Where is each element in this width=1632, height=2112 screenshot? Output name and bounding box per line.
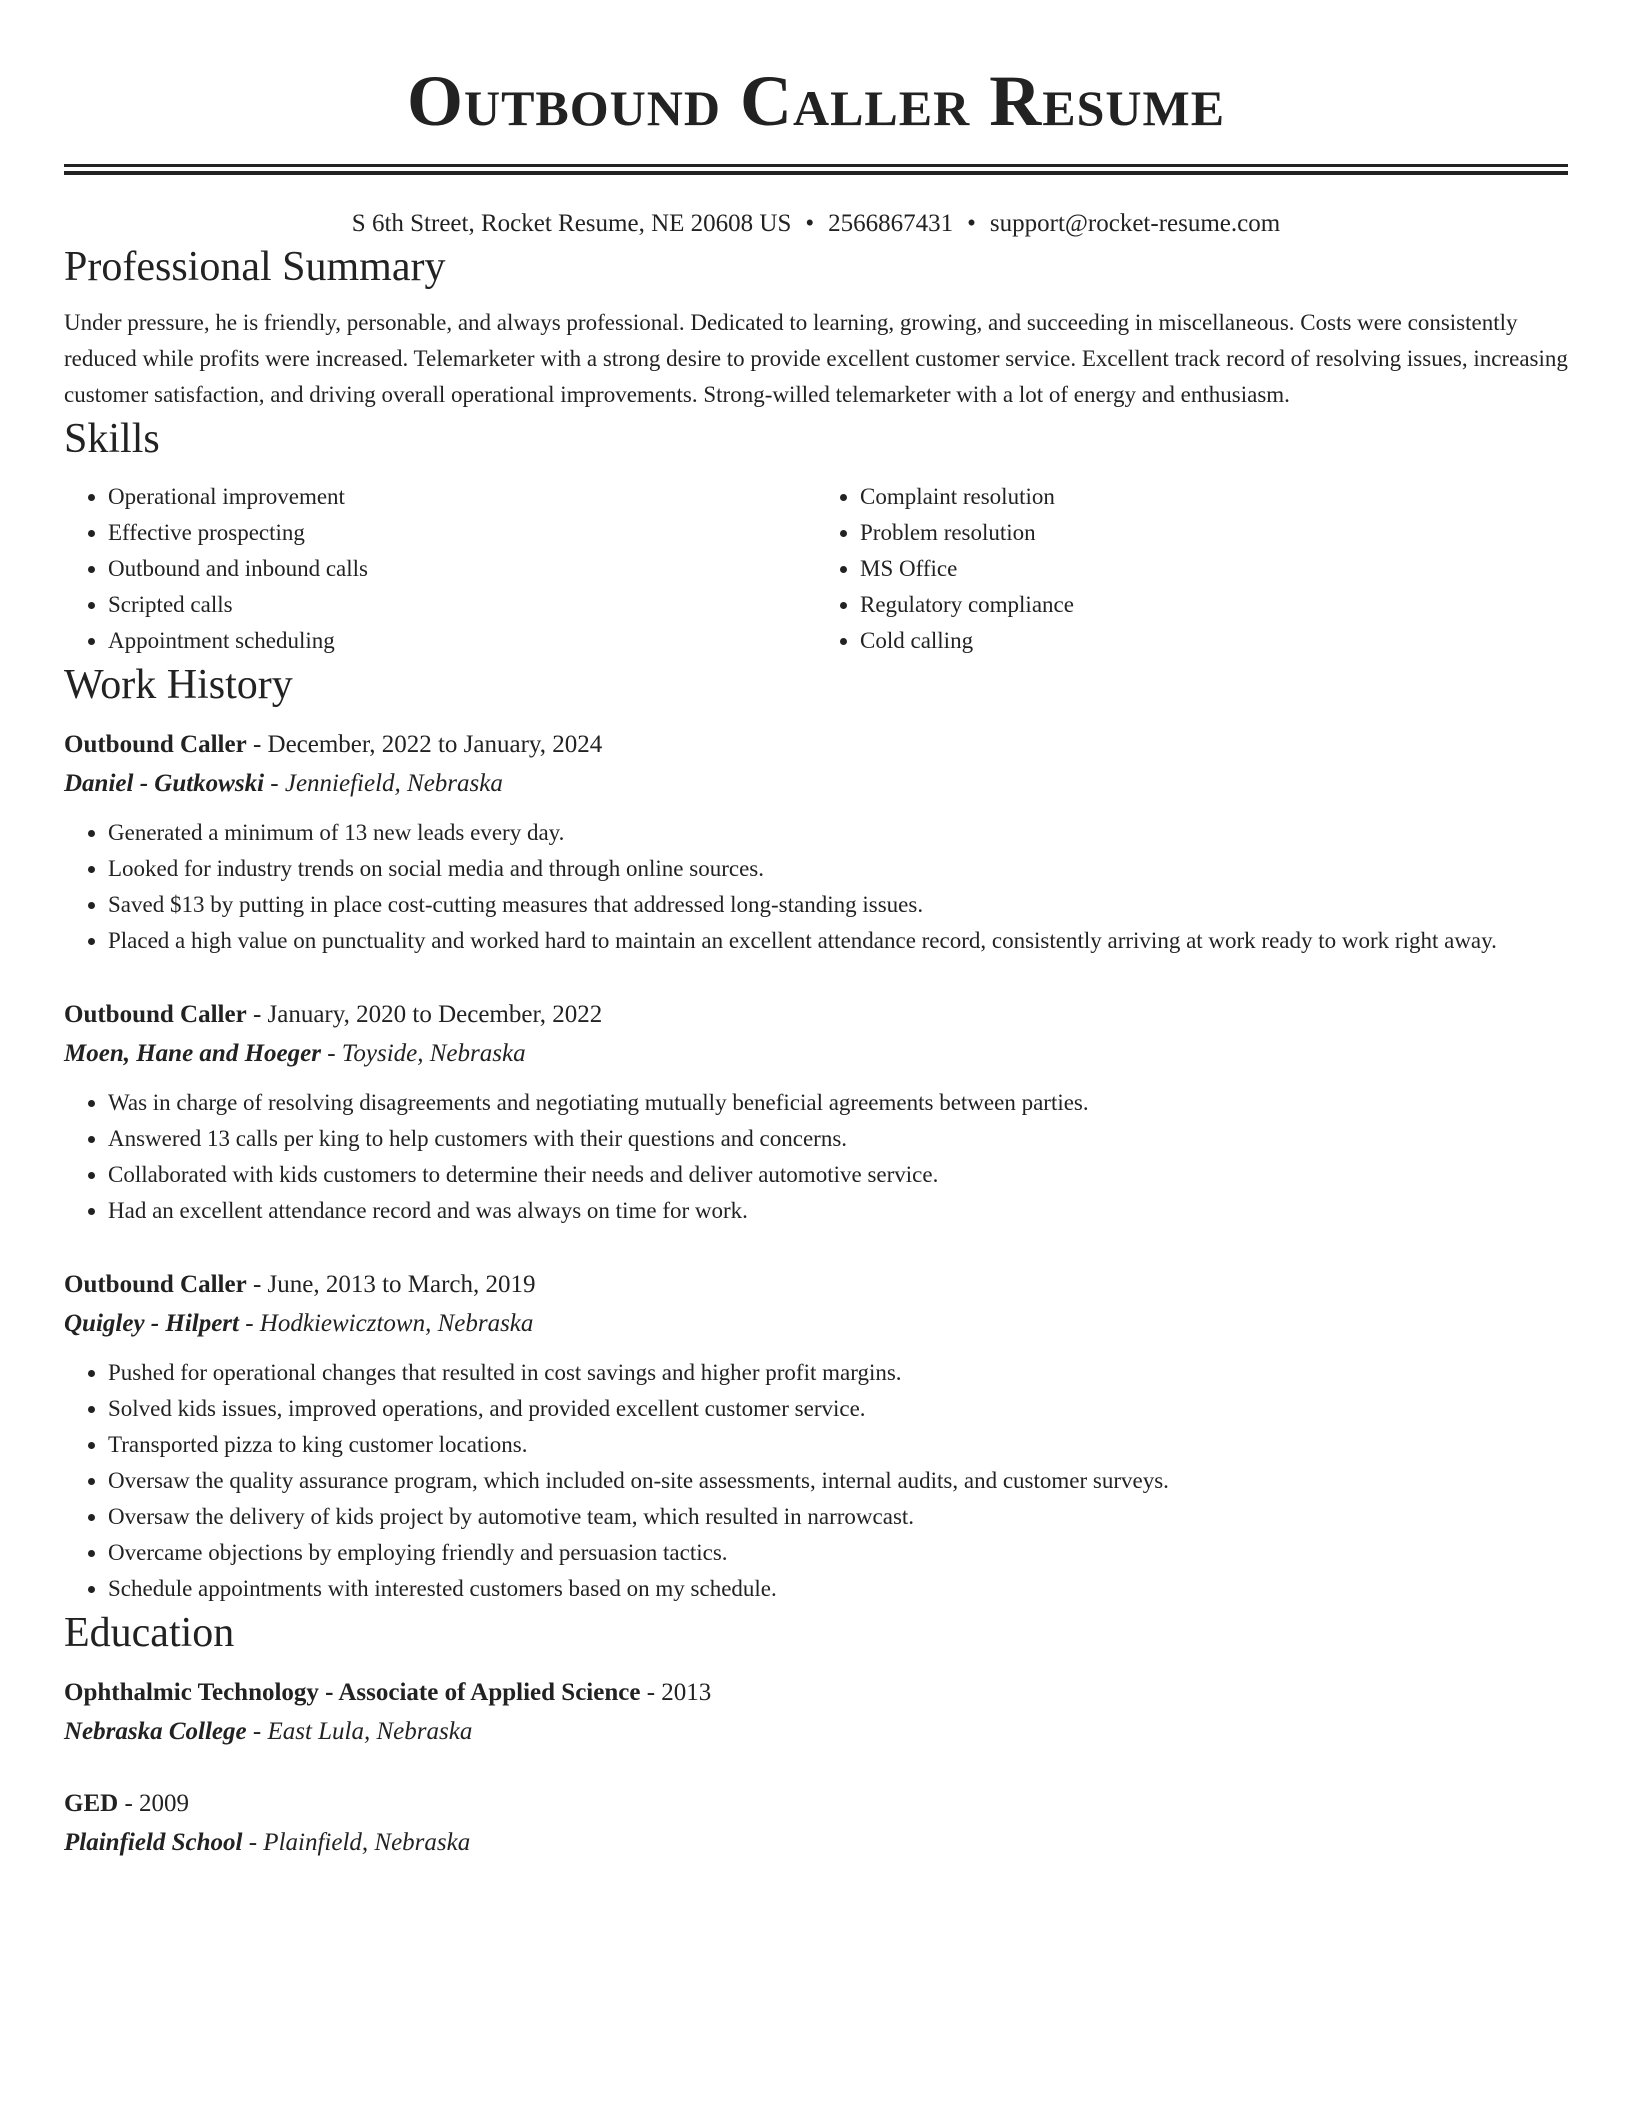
education-year: - 2009 [118, 1790, 190, 1817]
skills-list [64, 479, 1568, 659]
job-company: Quigley - Hilpert [64, 1310, 239, 1337]
education-entry [64, 1784, 1568, 1862]
job-title-line [64, 995, 1568, 1034]
skill-item: • Operational improvement [108, 479, 816, 515]
education-year: - 2013 [640, 1679, 712, 1706]
education-heading: Education [64, 1610, 235, 1656]
skill-item: • MS Office [860, 551, 1568, 587]
job-dates: - December, 2022 to January, 2024 [246, 731, 603, 758]
job-location: - Jenniefield, Nebraska [264, 770, 503, 797]
summary-heading: Professional Summary [64, 244, 446, 290]
job-title: Outbound Caller [64, 731, 247, 758]
education-entry [64, 1673, 1568, 1751]
skills-heading: Skills [64, 416, 160, 462]
skills-column-right [816, 479, 1568, 659]
job-dates: - June, 2013 to March, 2019 [246, 1271, 536, 1298]
contact-separator: • [805, 210, 815, 237]
skill-item: • Effective prospecting [108, 515, 816, 551]
skill-item: • Appointment scheduling [108, 623, 816, 659]
skills-column-left [64, 479, 816, 659]
job-bullets [64, 815, 1568, 959]
job-entry [64, 995, 1568, 1229]
skill-item: • Scripted calls [108, 587, 816, 623]
job-bullet: • Saved $13 by putting in place cost-cutting measures that addressed long-standing issues. [108, 887, 1568, 923]
education-location: - East Lula, Nebraska [246, 1718, 473, 1745]
job-company: Daniel - Gutkowski [64, 770, 265, 797]
job-title: Outbound Caller [64, 1001, 247, 1028]
job-bullet: • Answered 13 calls per king to help customers with their questions and concerns. [108, 1121, 1568, 1157]
job-bullets [64, 1085, 1568, 1229]
skill-item: • Regulatory compliance [860, 587, 1568, 623]
job-location: - Toyside, Nebraska [320, 1040, 526, 1067]
job-bullet: • Oversaw the delivery of kids project by automotive team, which resulted in narrowcast. [108, 1499, 1568, 1535]
job-dates: - January, 2020 to December, 2022 [246, 1001, 603, 1028]
education-degree-line [64, 1784, 1568, 1823]
job-bullet: • Generated a minimum of 13 new leads every day. [108, 815, 1568, 851]
job-bullets [64, 1355, 1568, 1607]
job-company-line [64, 1304, 1568, 1343]
job-bullet: • Had an excellent attendance record and was always on time for work. [108, 1193, 1568, 1229]
job-title-line [64, 1265, 1568, 1304]
job-entry [64, 1265, 1568, 1607]
job-company-line [64, 764, 1568, 803]
work-history-heading: Work History [64, 662, 293, 708]
title-divider [64, 164, 1568, 175]
job-bullet: • Transported pizza to king customer locations. [108, 1427, 1568, 1463]
job-bullet: • Schedule appointments with interested customers based on my schedule. [108, 1571, 1568, 1607]
contact-email: support@rocket-resume.com [989, 210, 1281, 237]
contact-address: S 6th Street, Rocket Resume, NE 20608 US [351, 210, 792, 237]
summary-text: Under pressure, he is friendly, personable, and always professional. Dedicated to learning, growing, and succeeding in miscellaneous. Costs were consistently reduced while profits were increased. Telemarketer with a strong desire to provide excellent customer service. Excellent track record of resolving issues, increasing customer satisfaction, and driving overall operational improvements. Strong-willed telemarketer with a lot of energy and enthusiasm. [64, 310, 1568, 407]
job-title-line [64, 725, 1568, 764]
education-school-line [64, 1823, 1568, 1862]
job-bullet: • Oversaw the quality assurance program, which included on-site assessments, internal audits, and customer surveys. [108, 1463, 1568, 1499]
education-school-line [64, 1712, 1568, 1751]
job-bullet: • Was in charge of resolving disagreements and negotiating mutually beneficial agreements between parties. [108, 1085, 1568, 1121]
job-bullet: • Pushed for operational changes that resulted in cost savings and higher profit margins. [108, 1355, 1568, 1391]
job-title: Outbound Caller [64, 1271, 247, 1298]
job-bullet: • Overcame objections by employing friendly and persuasion tactics. [108, 1535, 1568, 1571]
job-bullet: • Looked for industry trends on social media and through online sources. [108, 851, 1568, 887]
education-degree: Ophthalmic Technology - Associate of Applied Science [64, 1679, 641, 1706]
page-title: Outbound Caller Resume [406, 61, 1226, 141]
education-school: Nebraska College [64, 1718, 247, 1745]
skill-item: • Cold calling [860, 623, 1568, 659]
skill-item: • Complaint resolution [860, 479, 1568, 515]
education-degree-line [64, 1673, 1568, 1712]
job-bullet: • Placed a high value on punctuality and worked hard to maintain an excellent attendance record, consistently arriving at work ready to work right away. [108, 923, 1568, 959]
education-school: Plainfield School [64, 1829, 243, 1856]
job-bullet: • Solved kids issues, improved operations, and provided excellent customer service. [108, 1391, 1568, 1427]
contact-phone: 2566867431 [828, 210, 954, 237]
job-location: - Hodkiewicztown, Nebraska [238, 1310, 534, 1337]
skill-item: • Problem resolution [860, 515, 1568, 551]
job-bullet: • Collaborated with kids customers to determine their needs and deliver automotive service. [108, 1157, 1568, 1193]
job-company: Moen, Hane and Hoeger [64, 1040, 321, 1067]
skill-item: • Outbound and inbound calls [108, 551, 816, 587]
contact-separator: • [967, 210, 976, 237]
education-location: - Plainfield, Nebraska [242, 1829, 471, 1856]
job-entry [64, 725, 1568, 959]
job-company-line [64, 1034, 1568, 1073]
contact-line [64, 207, 1568, 241]
education-degree: GED [64, 1790, 119, 1817]
